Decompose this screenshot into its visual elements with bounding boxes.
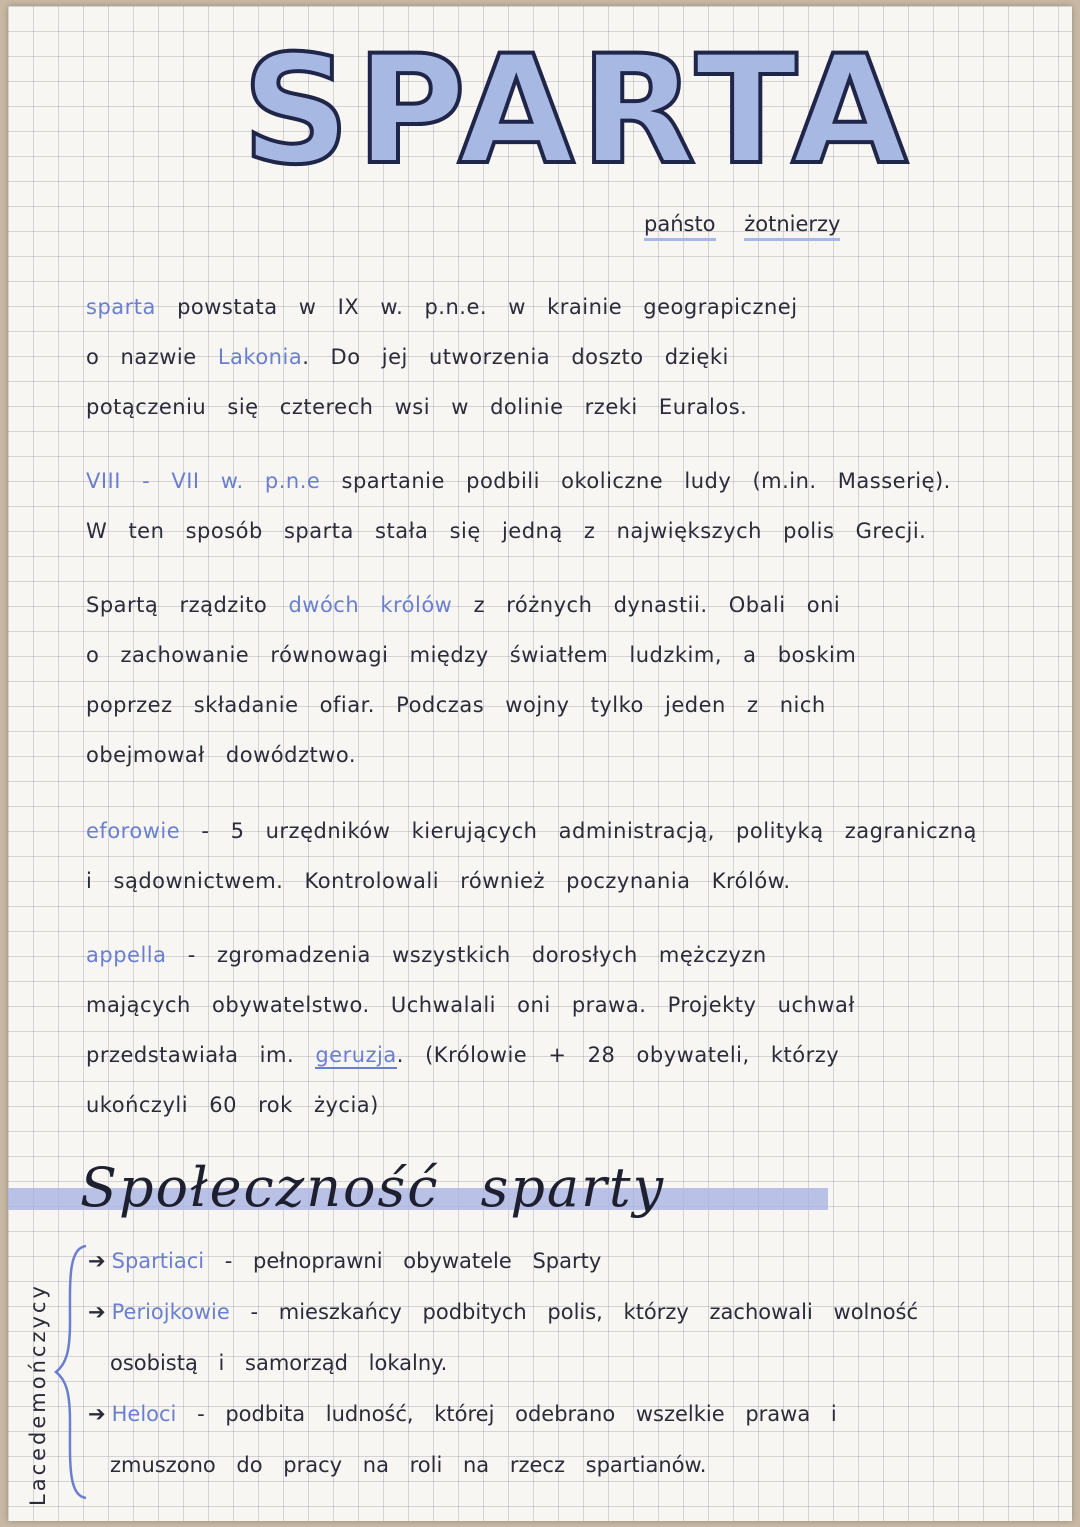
list-term: Heloci <box>111 1402 177 1426</box>
list-text: - mieszkańcy podbitych polis, którzy zachowali wolność <box>250 1300 919 1324</box>
subtitle <box>644 212 862 241</box>
paragraph-ephors <box>86 806 1046 906</box>
list-item <box>88 1236 1048 1287</box>
paragraph-line <box>86 856 1046 906</box>
term-sparta: sparta <box>86 295 156 319</box>
term-lakonia: Lakonia <box>217 345 303 369</box>
notebook-page <box>8 6 1072 1521</box>
subtitle-word-2: żotnierzy <box>744 212 840 241</box>
arrow-right-icon: ➔ <box>88 1402 106 1426</box>
term-two-kings: dwóch królów <box>288 593 453 617</box>
term-appella: appella <box>86 943 167 967</box>
paragraph-line <box>86 806 1046 856</box>
paragraph-text: . Do jej utworzenia doszto dzięki <box>302 345 729 369</box>
list-item <box>88 1389 1048 1491</box>
paragraph-text: i sądownictwem. Kontrolowali również poczynania Królów. <box>86 869 791 893</box>
page-title <box>238 24 914 198</box>
paragraph-text: przedstawiała im. <box>86 1043 295 1067</box>
brace-icon <box>52 1242 92 1502</box>
paragraph-line <box>86 456 1046 506</box>
paragraph-line <box>86 630 1046 680</box>
list-item <box>88 1287 1048 1389</box>
list-text: - pełnoprawni obywatele Sparty <box>224 1249 602 1273</box>
paragraph-text: W ten sposób sparta stała się jedną z największych polis Grecji. <box>86 519 927 543</box>
paragraph-line <box>86 1030 1046 1080</box>
arrow-right-icon: ➔ <box>88 1300 106 1324</box>
paragraph-founding <box>86 282 1046 432</box>
paragraph-conquest <box>86 456 1046 556</box>
paragraph-text: potączeniu się czterech wsi w dolinie rzeki Euralos. <box>86 395 748 419</box>
paragraph-line <box>86 506 1046 556</box>
paragraph-line <box>86 1080 1046 1130</box>
paragraph-line <box>86 580 1046 630</box>
paragraph-text: ukończyli 60 rok życia) <box>86 1093 379 1117</box>
subtitle-word-1: państo <box>644 212 716 241</box>
paragraph-text: Spartą rządzito <box>86 593 268 617</box>
paragraph-line <box>86 730 1046 780</box>
paragraph-appella <box>86 930 1046 1130</box>
paragraph-line <box>86 282 1046 332</box>
paragraph-line <box>86 382 1046 432</box>
paragraph-text: powstata w IX w. p.n.e. w krainie geograpicznej <box>177 295 798 319</box>
paragraph-text: mających obywatelstwo. Uchwalali oni prawa. Projekty uchwał <box>86 993 855 1017</box>
arrow-right-icon: ➔ <box>88 1249 106 1273</box>
paragraph-text: poprzez składanie ofiar. Podczas wojny tylko jeden z nich <box>86 693 826 717</box>
society-list <box>88 1236 1048 1491</box>
paragraph-kings <box>86 580 1046 780</box>
title-text: SPARTA <box>242 24 914 198</box>
list-term: Spartiaci <box>111 1249 205 1273</box>
section-title: Społeczność sparty <box>80 1156 666 1219</box>
paragraph-text: obejmował dowództwo. <box>86 743 357 767</box>
paragraph-line <box>86 680 1046 730</box>
term-eforowie: eforowie <box>86 819 181 843</box>
list-term: Periojkowie <box>111 1300 230 1324</box>
paragraph-line <box>86 930 1046 980</box>
paragraph-text: z różnych dynastii. Obali oni <box>473 593 841 617</box>
paragraph-line <box>86 332 1046 382</box>
paragraph-text: spartanie podbili okoliczne ludy (m.in. Masserię). <box>341 469 951 493</box>
paragraph-text: - zgromadzenia wszystkich dorosłych mężczyzn <box>187 943 767 967</box>
paragraph-line <box>86 980 1046 1030</box>
list-text-continued: osobistą i samorząd lokalny. <box>110 1351 448 1375</box>
paragraph-text: o nazwie <box>86 345 197 369</box>
side-label-lacedemonians: Lacedemończycy <box>26 1283 50 1506</box>
paragraph-text: . (Królowie + 28 obywateli, którzy <box>396 1043 840 1067</box>
list-text: - podbita ludność, której odebrano wszelkie prawa i <box>197 1402 837 1426</box>
paragraph-text: o zachowanie równowagi między światłem ludzkim, a boskim <box>86 643 857 667</box>
term-geruzja: geruzja <box>315 1043 397 1067</box>
paragraph-text: - 5 urzędników kierujących administracją, polityką zagraniczną <box>201 819 977 843</box>
term-dates: VIII - VII w. p.n.e <box>86 469 321 493</box>
list-text-continued: zmuszono do pracy na roli na rzecz spartianów. <box>110 1453 707 1477</box>
